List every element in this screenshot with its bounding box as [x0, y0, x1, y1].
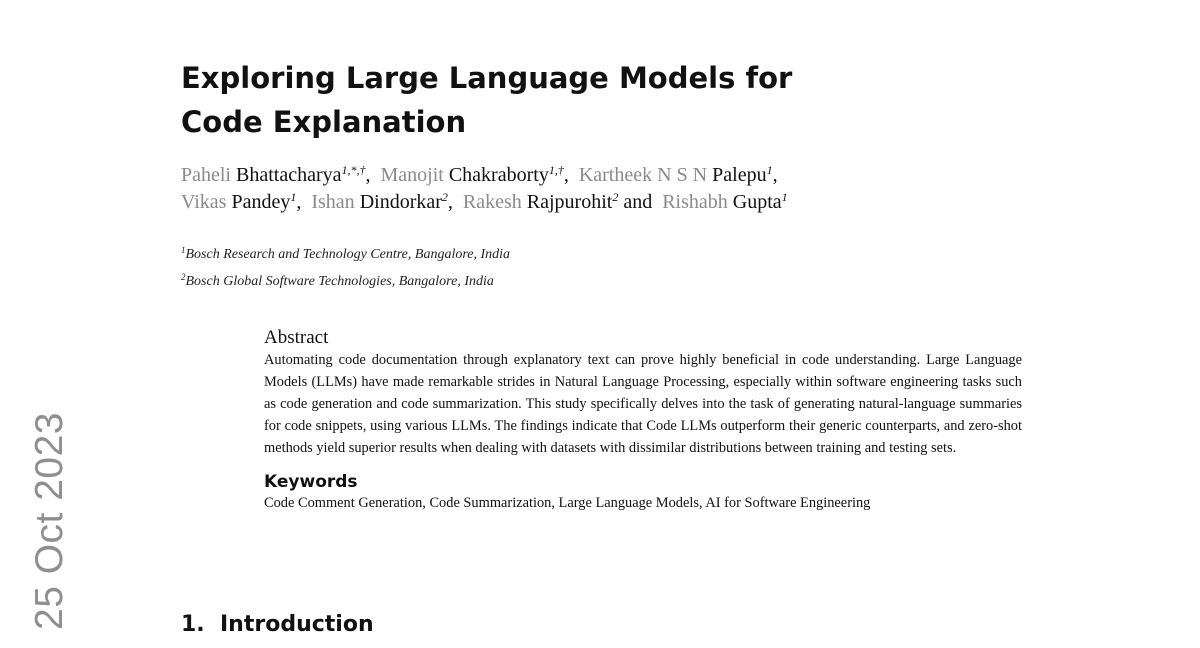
affiliation-text: Bosch Global Software Technologies, Bangalore, India [185, 274, 494, 289]
affiliation [181, 241, 510, 268]
section-number: 1. [181, 612, 205, 637]
paper-title [181, 56, 792, 144]
abstract-text: Automating code documentation through explanatory text can prove highly beneficial in code understanding. Large Language Models (LLMs) have made remarkable strides in Natural Language Processing, especially within software engineering tasks such as code generation and code summarization. This study specifically delves into the task of generating natural-language summaries for code snippets, using various LLMs. The findings indicate that Code LLMs outperform their generic counterparts, and zero-shot methods yield superior results when dealing with datasets with dissimilar distributions between training and testing sets. [264, 352, 1022, 456]
affiliation-text: Bosch Research and Technology Centre, Bangalore, India [185, 247, 511, 262]
author-family-name: Pandey [231, 191, 291, 213]
author-list [181, 162, 788, 216]
author [181, 164, 381, 186]
affiliation-mark: 2 [181, 272, 186, 282]
author-separator: , [447, 191, 463, 213]
author-affiliation-mark: 1,*,† [341, 163, 366, 177]
author-family-name: Palepu [712, 164, 767, 186]
author-separator: , [296, 191, 312, 213]
author-family-name: Rajpurohit [526, 191, 613, 213]
abstract-section [264, 327, 1022, 513]
author [463, 191, 662, 213]
author-affiliation-mark: 1 [290, 190, 297, 204]
author-given-name: Paheli [181, 164, 231, 186]
author-separator: and [618, 191, 663, 213]
author [181, 191, 311, 213]
author [579, 164, 778, 186]
author-family-name: Bhattacharya [236, 164, 342, 186]
author [662, 191, 787, 213]
author-separator: , [563, 164, 579, 186]
author-given-name: Rishabh [662, 191, 728, 213]
author [311, 191, 463, 213]
author-given-name: Rakesh [462, 191, 522, 213]
affiliation-list [181, 241, 510, 295]
title-line-2: Code Explanation [181, 105, 467, 139]
author [381, 164, 579, 186]
keywords-heading: Keywords [264, 472, 358, 492]
author-affiliation-mark: 2 [441, 190, 448, 204]
author-family-name: Gupta [732, 191, 782, 213]
author-affiliation-mark: 1 [766, 163, 773, 177]
section-heading-introduction [181, 609, 374, 641]
arxiv-date-stamp: 25 Oct 2023 [28, 412, 71, 630]
author-family-name: Chakraborty [448, 164, 549, 186]
author-affiliation-mark: 1 [781, 190, 788, 204]
author-separator: , [772, 164, 778, 186]
author-given-name: Kartheek N S N [578, 164, 708, 186]
author-given-name: Ishan [311, 191, 355, 213]
author-affiliation-mark: 2 [612, 190, 619, 204]
affiliation-mark: 1 [181, 245, 186, 255]
title-line-1: Exploring Large Language Models for [181, 61, 793, 95]
abstract-heading: Abstract [264, 327, 329, 348]
author-given-name: Manojit [380, 164, 444, 186]
affiliation [181, 268, 510, 295]
author-family-name: Dindorkar [359, 191, 442, 213]
section-title: Introduction [220, 612, 374, 637]
author-given-name: Vikas [181, 191, 227, 213]
keywords-text: Code Comment Generation, Code Summarization, Large Language Models, AI for Software Engineering [264, 495, 871, 511]
author-affiliation-mark: 1,† [548, 163, 564, 177]
author-separator: , [365, 164, 381, 186]
